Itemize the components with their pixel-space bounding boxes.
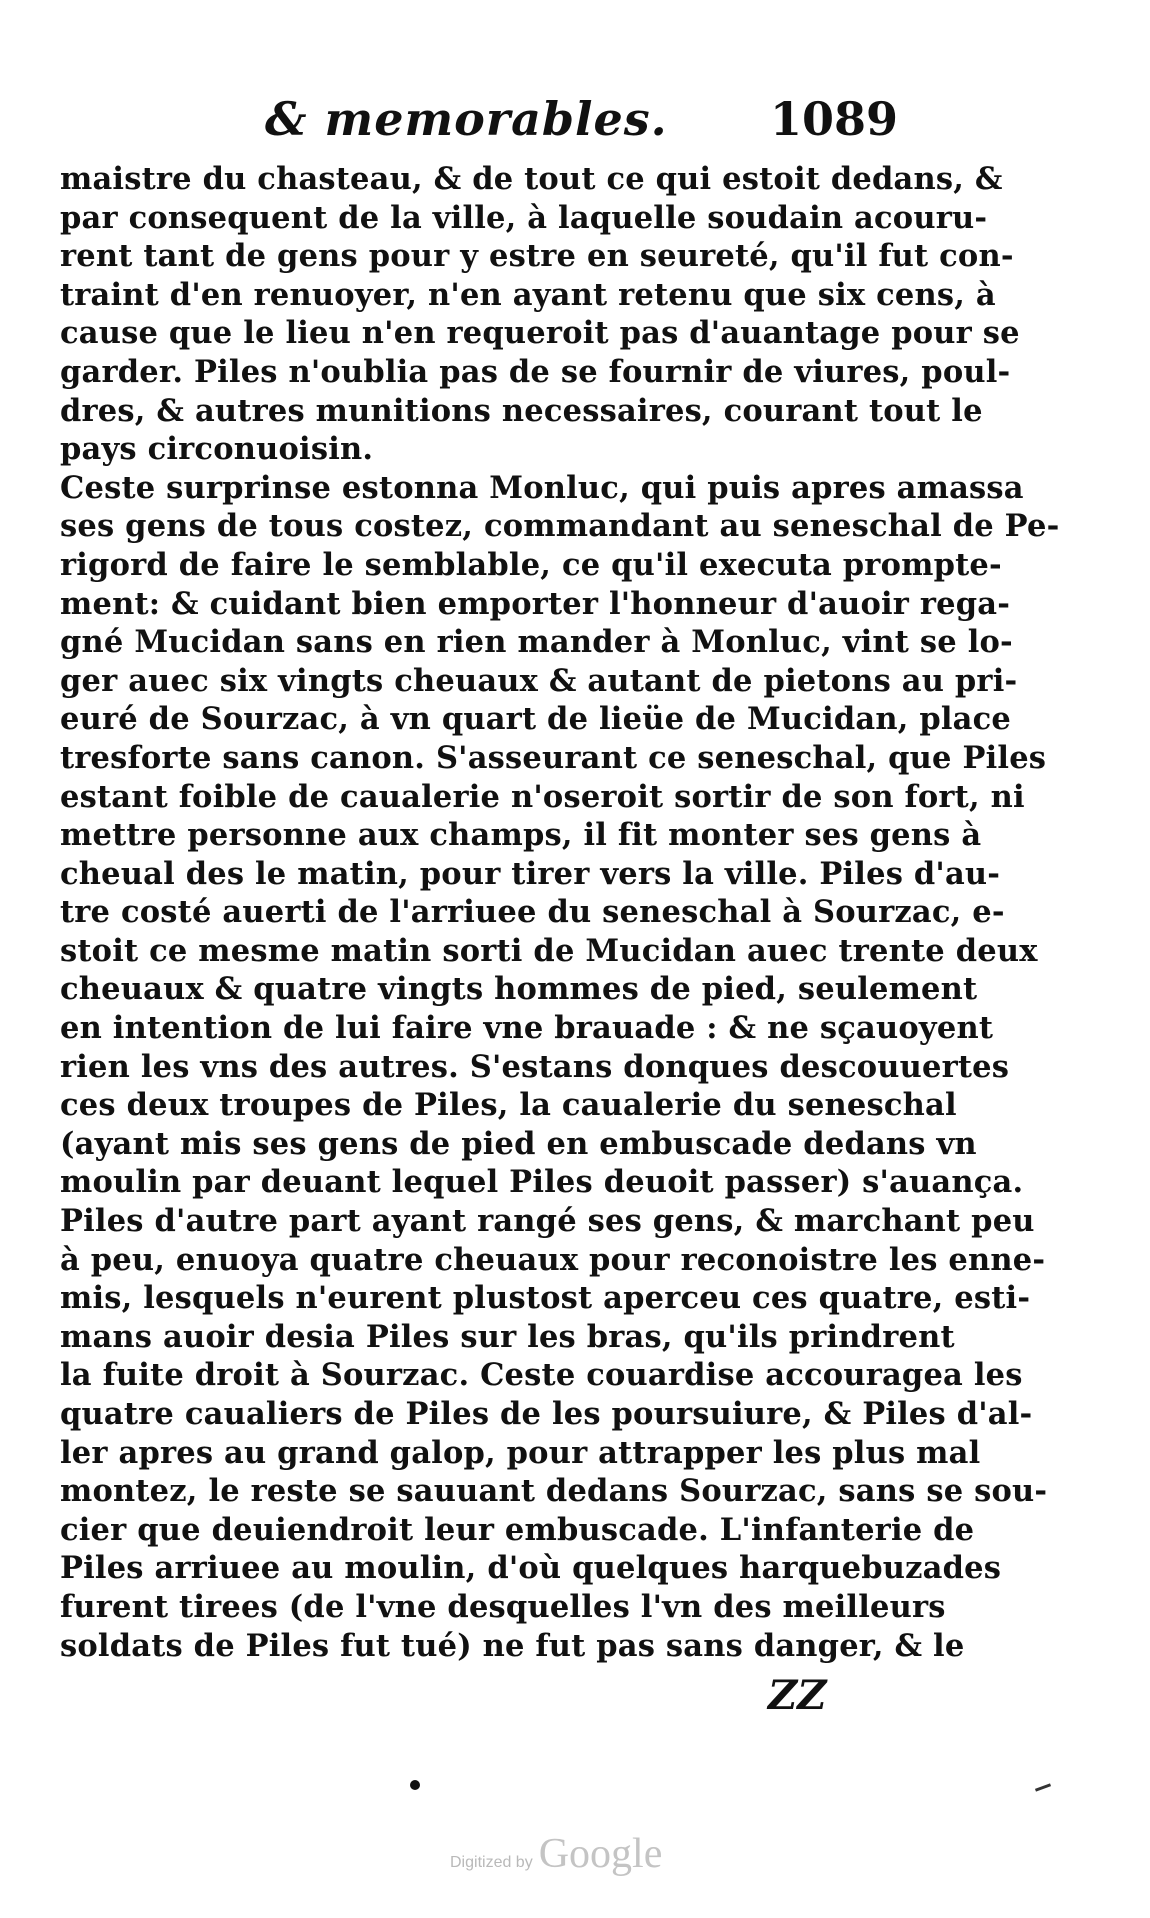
text-line: dres, & autres munitions necessaires, courant tout le bbox=[60, 392, 983, 429]
text-line: tre costé auerti de l'arriuee du seneschal à Sourzac, e- bbox=[60, 894, 1005, 931]
text-line: (ayant mis ses gens de pied en embuscade dedans vn bbox=[60, 1125, 977, 1162]
text-line: ger auec six vingts cheuaux & autant de pietons au pri- bbox=[60, 662, 1018, 699]
text-line: pays circonuoisin. bbox=[60, 431, 374, 468]
page-number: 1089 bbox=[770, 92, 899, 146]
text-line: rigord de faire le semblable, ce qu'il executa prompte- bbox=[60, 546, 1002, 583]
text-line: rent tant de gens pour y estre en seureté, qu'il fut con- bbox=[60, 238, 1014, 275]
ink-dot bbox=[410, 1780, 420, 1790]
text-line: garder. Piles n'oublia pas de se fournir de viures, poul- bbox=[60, 353, 1011, 390]
edge-mark bbox=[1035, 1783, 1051, 1791]
digitized-watermark bbox=[450, 1830, 662, 1878]
text-line: ler apres au grand galop, pour attrapper les plus mal bbox=[60, 1434, 981, 1471]
text-line: cier que deuiendroit leur embuscade. L'infanterie de bbox=[60, 1511, 975, 1548]
text-line: soldats de Piles fut tué) ne fut pas sans danger, & le bbox=[60, 1627, 965, 1664]
text-line: cause que le lieu n'en requeroit pas d'auantage pour se bbox=[60, 315, 1020, 352]
text-line: stoit ce mesme matin sorti de Mucidan auec trente deux bbox=[60, 932, 1038, 969]
text-line: estant foible de caualerie n'oseroit sortir de son fort, ni bbox=[60, 778, 1025, 815]
text-line: ces deux troupes de Piles, la caualerie du seneschal bbox=[60, 1087, 957, 1124]
text-line: en intention de lui faire vne brauade : & ne sçauoyent bbox=[60, 1010, 994, 1047]
text-line: traint d'en renuoyer, n'en ayant retenu que six cens, à bbox=[60, 276, 996, 313]
text-line: moulin par deuant lequel Piles deuoit passer) s'auança. bbox=[60, 1164, 1024, 1201]
text-line: rien les vns des autres. S'estans donques descouuertes bbox=[60, 1048, 1010, 1085]
text-line: Piles arriuee au moulin, d'où quelques harquebuzades bbox=[60, 1550, 1002, 1587]
text-line: mans auoir desia Piles sur les bras, qu'ils prindrent bbox=[60, 1318, 955, 1355]
body-text bbox=[60, 160, 1060, 1665]
text-line: tresforte sans canon. S'asseurant ce seneschal, que Piles bbox=[60, 739, 1047, 776]
running-head: & memorables. bbox=[265, 92, 668, 146]
text-line: furent tirees (de l'vne desquelles l'vn des meilleurs bbox=[60, 1588, 946, 1625]
text-line: par consequent de la ville, à laquelle soudain acouru- bbox=[60, 199, 988, 236]
watermark-prefix: Digitized by bbox=[450, 1854, 533, 1871]
text-line: mettre personne aux champs, il fit monter ses gens à bbox=[60, 817, 982, 854]
text-line: maistre du chasteau, & de tout ce qui estoit dedans, & bbox=[60, 161, 1003, 197]
text-line: cheuaux & quatre vingts hommes de pied, seulement bbox=[60, 971, 978, 1008]
text-line: la fuite droit à Sourzac. Ceste couardise accouragea les bbox=[60, 1357, 1023, 1394]
text-line: cheual des le matin, pour tirer vers la ville. Piles d'au- bbox=[60, 855, 1001, 892]
text-line: montez, le reste se sauuant dedans Sourzac, sans se sou- bbox=[60, 1473, 1048, 1510]
text-line: à peu, enuoya quatre cheuaux pour reconoistre les enne- bbox=[60, 1241, 1046, 1278]
text-line: euré de Sourzac, à vn quart de lieüe de Mucidan, place bbox=[60, 701, 1011, 738]
text-line: quatre caualiers de Piles de les poursuiure, & Piles d'al- bbox=[60, 1396, 1033, 1432]
text-line: ment: & cuidant bien emporter l'honneur d'auoir rega- bbox=[60, 585, 1011, 622]
text-line: gné Mucidan sans en rien mander à Monluc, vint se lo- bbox=[60, 624, 1013, 661]
google-logo: Google bbox=[538, 1831, 663, 1877]
signature-mark: ZZ bbox=[768, 1672, 827, 1719]
text-line: Ceste surprinse estonna Monluc, qui puis apres amassa bbox=[60, 469, 1024, 506]
text-line: Piles d'autre part ayant rangé ses gens, & marchant peu bbox=[60, 1203, 1035, 1240]
text-line: ses gens de tous costez, commandant au seneschal de Pe- bbox=[60, 508, 1060, 545]
text-line: mis, lesquels n'eurent plustost aperceu ces quatre, esti- bbox=[60, 1280, 1031, 1317]
